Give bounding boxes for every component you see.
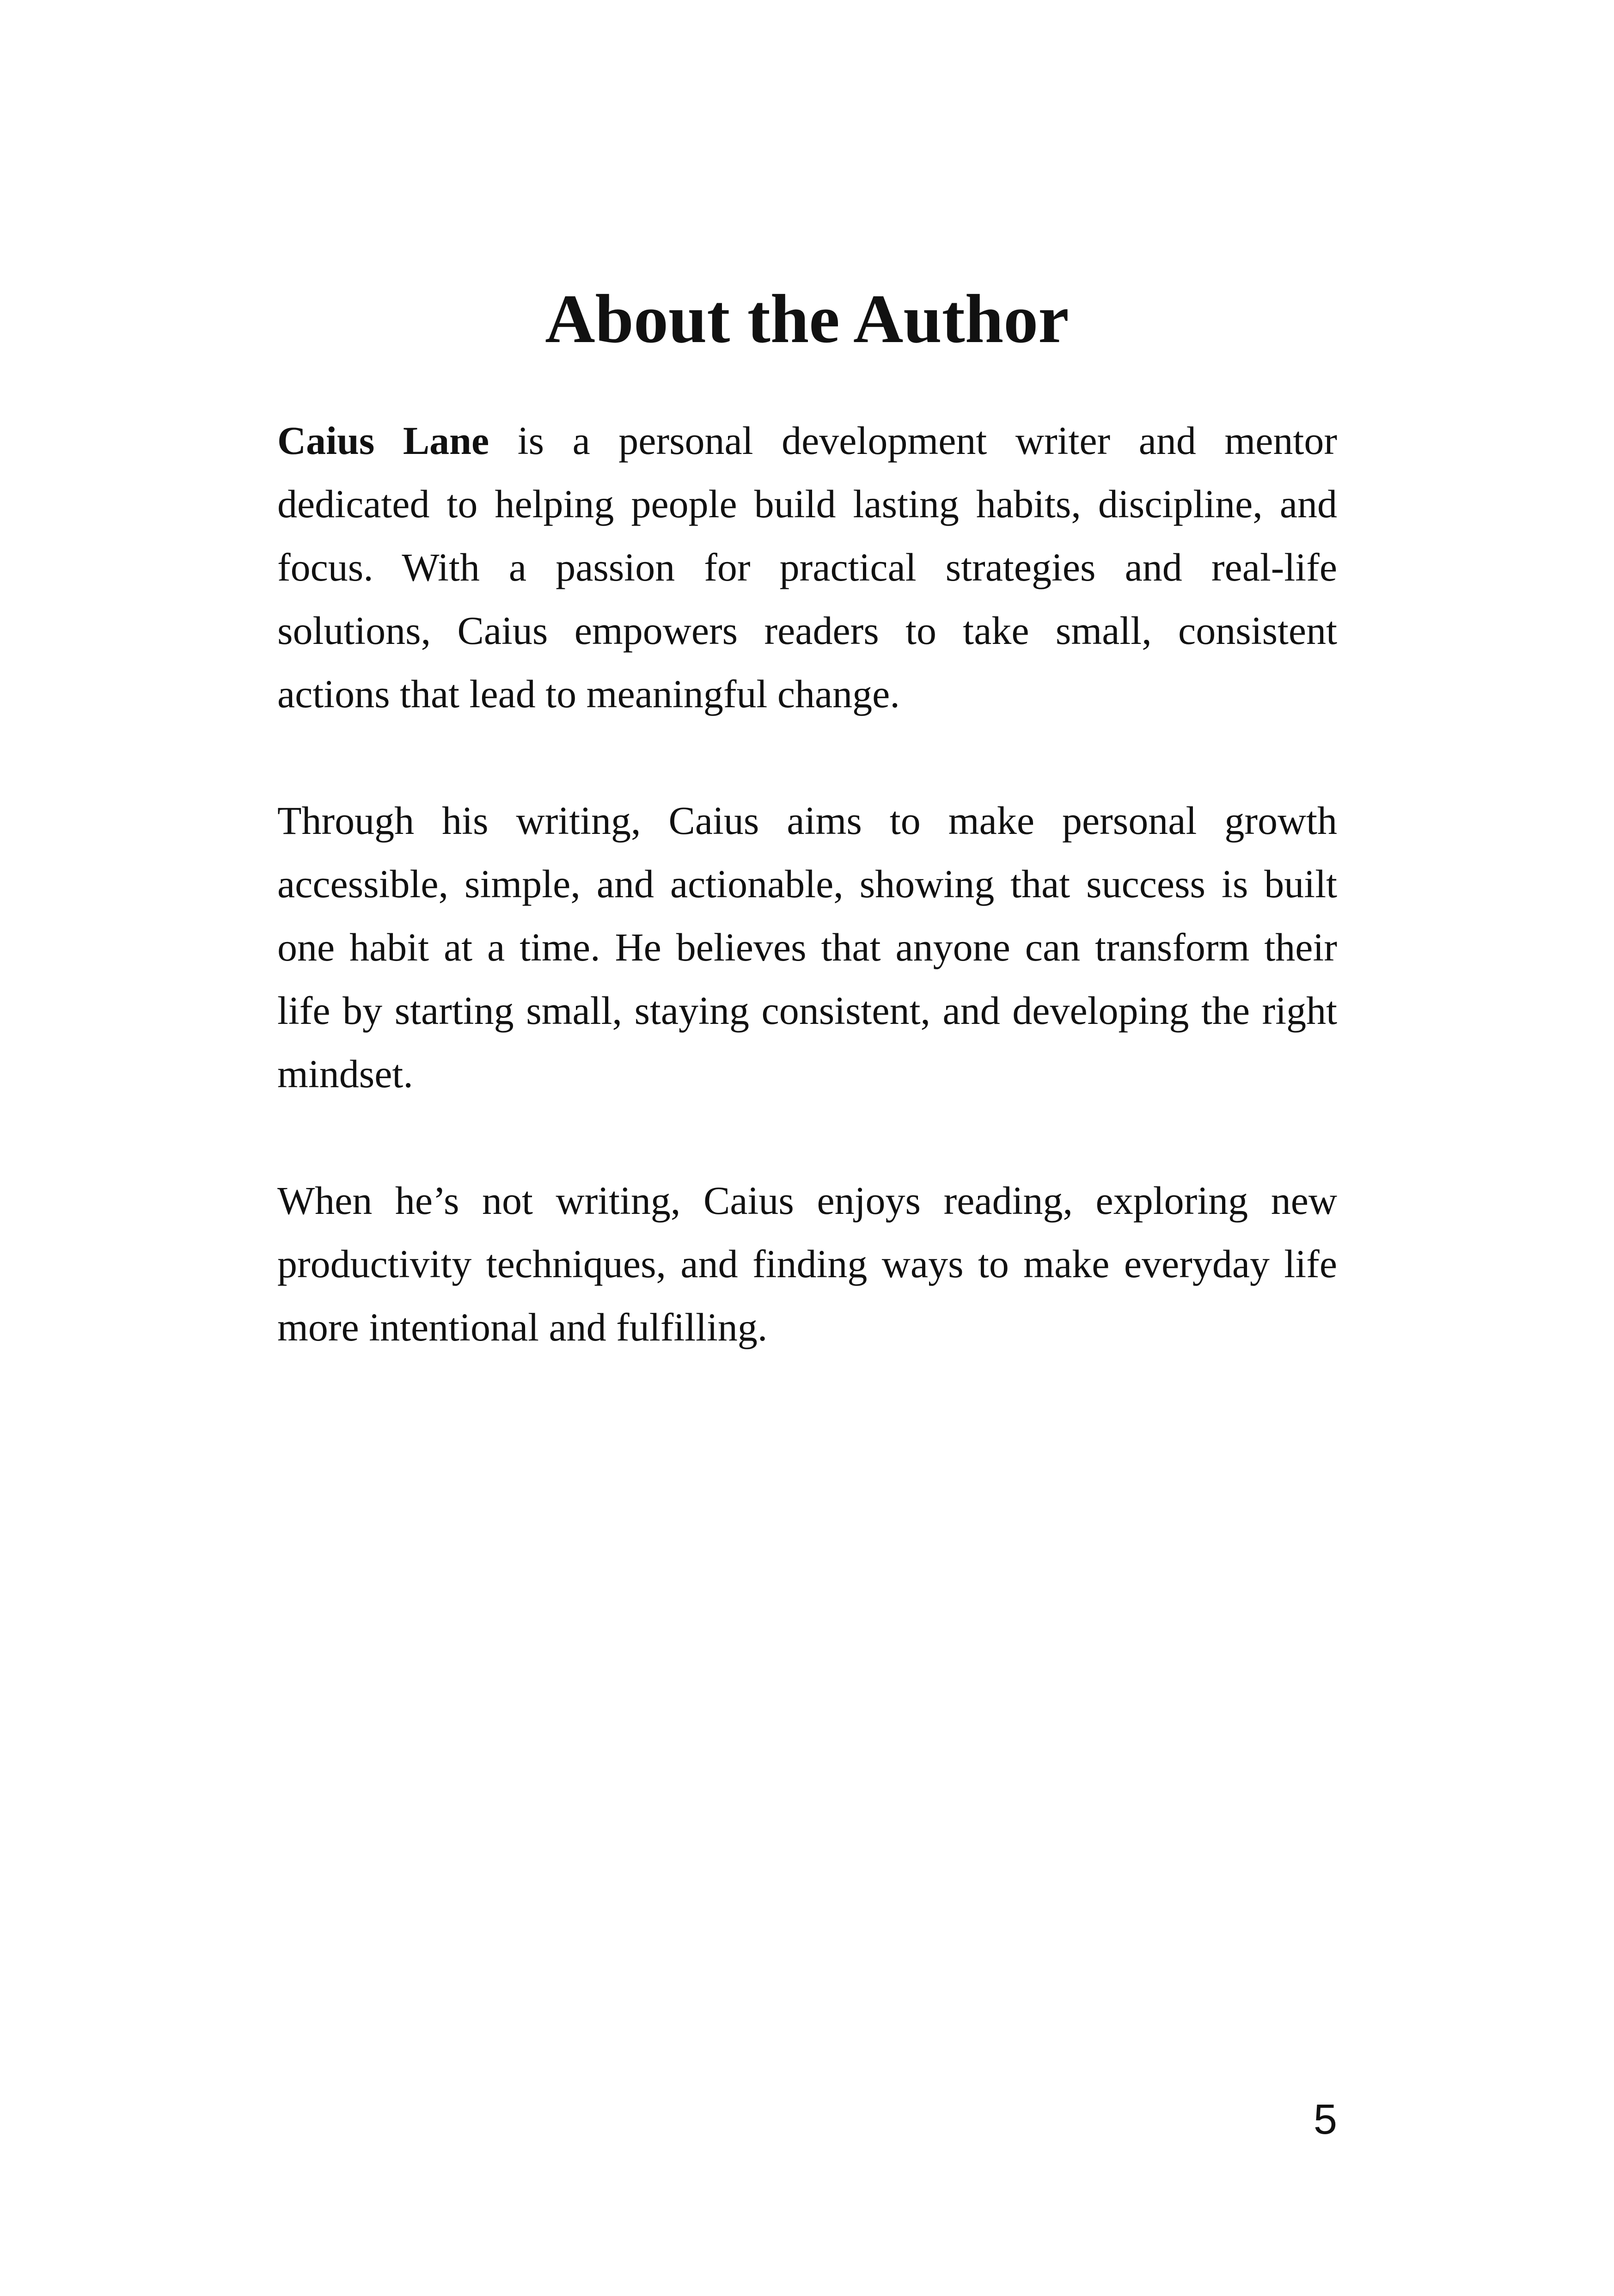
page-title: About the Author	[545, 281, 1069, 357]
author-name: Caius Lane	[277, 418, 489, 463]
bio-paragraph-1	[277, 409, 1337, 726]
author-bio	[277, 409, 1337, 1422]
page-number: 5	[1313, 2096, 1337, 2143]
bio-paragraph-1-text: is a personal development writer and mentor dedicated to helping people build lasting habits, discipline, and focus. With a passion for practical strategies and real-life solutions, Caius empowers readers to take small, consistent actions that lead to meaningful change.	[277, 418, 1337, 716]
bio-paragraph-2: Through his writing, Caius aims to make personal growth accessible, simple, and actionable, showing that success is built one habit at a time. He believes that anyone can transform their life by starting small, staying consistent, and developing the right mindset.	[277, 798, 1337, 1096]
bio-paragraph-3: When he’s not writing, Caius enjoys reading, exploring new productivity techniques, and finding ways to make everyday life more intentional and fulfilling.	[277, 1178, 1337, 1349]
